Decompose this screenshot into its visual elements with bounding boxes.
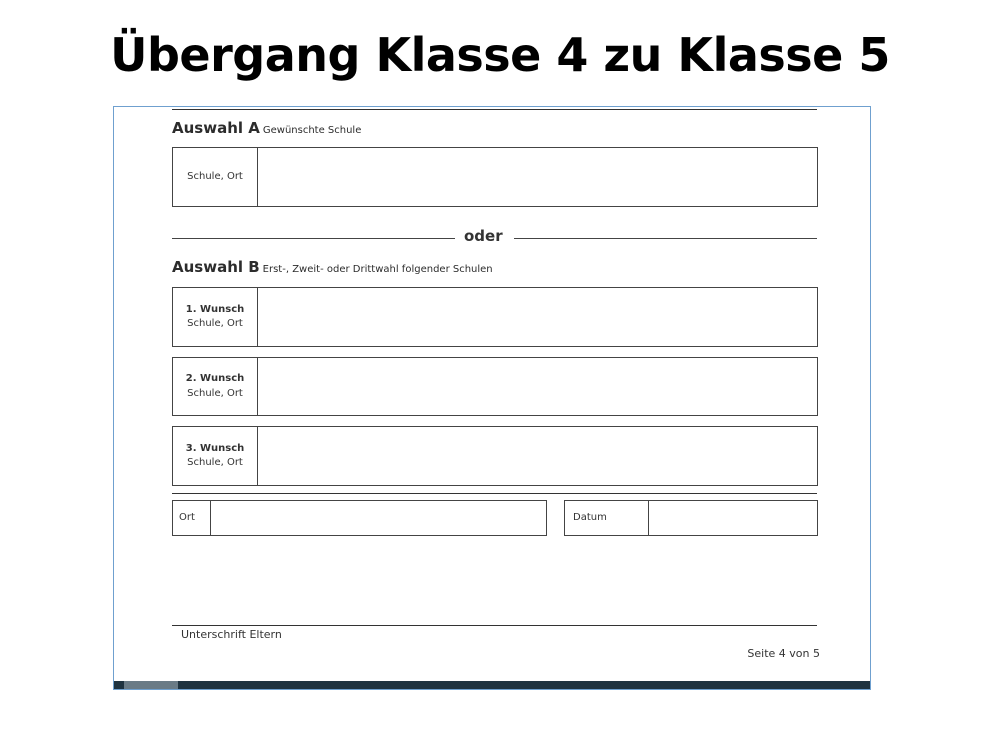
oder-line-left <box>172 238 455 239</box>
wish-3-field <box>172 426 818 486</box>
school-field-a <box>172 147 818 207</box>
place-field <box>172 500 547 536</box>
oder-line-right <box>514 238 817 239</box>
section-b-subtitle: Erst-, Zweit- oder Drittwahl folgender Schulen <box>262 264 493 275</box>
wish-3-title: 3. Wunsch <box>185 442 245 454</box>
school-input-a[interactable] <box>258 148 817 206</box>
date-input[interactable] <box>650 501 817 535</box>
school-field-a-label: Schule, Ort <box>187 170 243 182</box>
oder-label: oder <box>464 227 503 245</box>
page-number: Seite 4 von 5 <box>747 647 820 660</box>
wish-3-label-cell <box>173 427 258 485</box>
wish-1-field <box>172 287 818 347</box>
slide-title: Übergang Klasse 4 zu Klasse 5 <box>110 28 890 82</box>
document-bottom-bar <box>114 681 870 689</box>
date-label-cell <box>565 501 649 535</box>
top-rule <box>172 109 817 110</box>
document-bottom-bar-segment <box>124 681 178 689</box>
signature-line[interactable] <box>172 625 817 626</box>
section-a-heading <box>172 119 361 137</box>
wish-2-title: 2. Wunsch <box>185 373 245 384</box>
wish-1-title: 1. Wunsch <box>185 303 245 315</box>
wish-1-label: Schule, Ort <box>187 318 243 329</box>
section-a-title: Auswahl A <box>172 119 260 137</box>
section-b-heading <box>172 258 493 276</box>
divider-rule <box>172 493 817 494</box>
wish-2-field <box>172 357 818 416</box>
section-a-subtitle: Gewünschte Schule <box>262 125 362 136</box>
section-b-title: Auswahl B <box>172 258 260 276</box>
wish-1-input[interactable] <box>258 288 817 346</box>
place-label: Ort <box>179 511 195 523</box>
wish-2-label-cell <box>173 358 258 415</box>
place-input[interactable] <box>212 501 546 535</box>
oder-separator <box>172 227 817 249</box>
signature-label: Unterschrift Eltern <box>181 628 282 641</box>
school-field-a-label-cell <box>173 148 258 206</box>
scanned-form-page <box>113 106 871 690</box>
wish-3-input[interactable] <box>258 427 817 485</box>
place-label-cell <box>173 501 211 535</box>
wish-2-input[interactable] <box>258 358 817 415</box>
wish-3-label: Schule, Ort <box>187 457 243 468</box>
wish-2-label: Schule, Ort <box>187 387 243 399</box>
wish-1-label-cell <box>173 288 258 346</box>
date-label: Datum <box>573 511 607 523</box>
date-field <box>564 500 818 536</box>
